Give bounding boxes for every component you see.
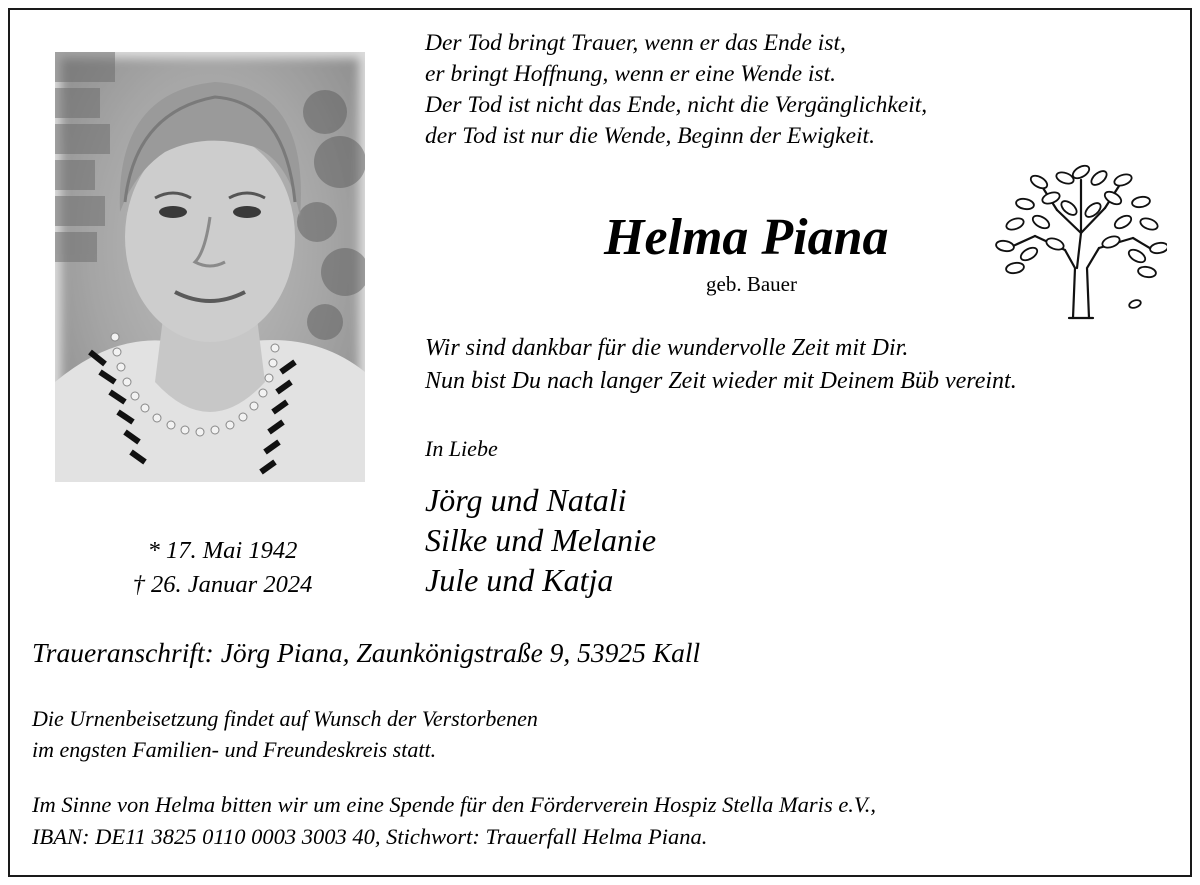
poem-line: er bringt Hoffnung, wenn er eine Wende ist. (425, 61, 836, 87)
mourner-name: Jule und Katja (425, 562, 614, 598)
life-dates (90, 534, 355, 602)
poem-line: Der Tod bringt Trauer, wenn er das Ende ist, (425, 30, 846, 56)
mourner-name: Silke und Melanie (425, 522, 657, 558)
poem (425, 28, 927, 152)
donation-line: Im Sinne von Helma bitten wir um eine Spende für den Förderverein Hospiz Stella Maris e.V., (32, 792, 877, 817)
message-line: Wir sind dankbar für die wundervolle Zeit mit Dir. (425, 335, 909, 361)
birth-date: * 17. Mai 1942 (147, 537, 298, 564)
mourner-name: Jörg und Natali (425, 482, 627, 518)
mourning-address: Traueranschrift: Jörg Piana, Zaunkönigstraße 9, 53925 Kall (32, 637, 701, 668)
poem-line: der Tod ist nur die Wende, Beginn der Ewigkeit. (425, 123, 875, 149)
death-date: † 26. Januar 2024 (132, 571, 313, 598)
portrait-photo (55, 52, 365, 482)
deceased-name: Helma Piana (604, 209, 889, 266)
thanks-message (425, 332, 1017, 398)
mourners-intro: In Liebe (425, 436, 498, 461)
burial-line: im engsten Familien- und Freundeskreis statt. (32, 737, 437, 762)
birth-name: geb. Bauer (706, 272, 797, 296)
donation-notice (32, 789, 876, 853)
mourners-list (425, 480, 656, 600)
message-line: Nun bist Du nach langer Zeit wieder mit Deinem Büb vereint. (425, 368, 1017, 394)
tree-icon (995, 158, 1167, 323)
burial-notice (32, 703, 538, 765)
poem-line: Der Tod ist nicht das Ende, nicht die Vergänglichkeit, (425, 92, 928, 118)
burial-line: Die Urnenbeisetzung findet auf Wunsch der Verstorbenen (32, 706, 538, 731)
donation-line: IBAN: DE11 3825 0110 0003 3003 40, Stichwort: Trauerfall Helma Piana. (32, 824, 708, 849)
